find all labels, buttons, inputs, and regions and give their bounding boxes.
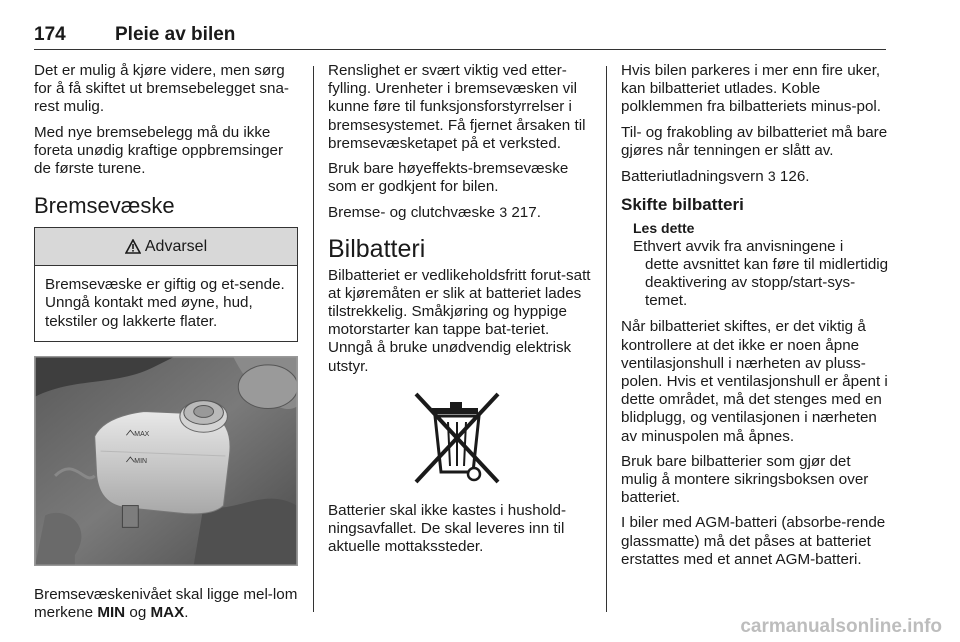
paragraph: Med nye bremsebelegg må du ikke foreta unødig kraftige oppbremsinger de første turene. bbox=[34, 123, 284, 178]
watermark: carmanualsonline.info bbox=[740, 616, 942, 637]
page-number: 174 bbox=[34, 24, 66, 45]
warning-header bbox=[35, 228, 297, 266]
paragraph: Til- og frakobling av bilbatteriet må bare gjøres når tenningen er slått av. bbox=[621, 123, 888, 159]
paragraph: Bilbatteriet er vedlikeholdsfritt forut-satt at kjøremåten er slik at batteriet lades tilstrekkelig. Småkjøring og hyppige motorstarter kan tappe bat-teriet. Unngå å bruke unødvendig elektrisk utstyr. bbox=[328, 266, 591, 375]
crossed-out-wheelie-bin-icon bbox=[410, 388, 506, 488]
column-left bbox=[34, 62, 298, 629]
column-right bbox=[621, 62, 889, 576]
warning-triangle-icon bbox=[125, 239, 141, 254]
paragraph: Bruk bare høyeffekts-bremsevæske som er godkjent for bilen. bbox=[328, 160, 569, 196]
ref-arrow-icon: 3 bbox=[767, 168, 776, 185]
column-divider bbox=[313, 66, 314, 612]
warning-text: Bremsevæske er giftig og et-sende. Unngå kontakt med øyne, hud, tekstiler og lakkerte flater. bbox=[45, 276, 285, 330]
warning-box bbox=[34, 227, 298, 342]
paragraph: Det er mulig å kjøre videre, men sørg for å få skiftet ut bremsebelegget sna-rest mulig. bbox=[34, 62, 289, 116]
paragraph: Batterier skal ikke kastes i hushold-ningsavfallet. De skal leveres inn til aktuelle mottakssteder. bbox=[328, 501, 567, 556]
page-header bbox=[34, 20, 886, 50]
note-title: Les dette bbox=[633, 220, 695, 237]
paragraph: Renslighet er svært viktig ved etter-fylling. Urenheter i bremsevæsken vil kunne føre til funksjonsforstyrrelser i bremsesystemet. Få fjernet årsaken til bremsevæsketapet på et verksted. bbox=[328, 62, 586, 152]
paragraph: Bruk bare bilbatterier som gjør det mulig å montere sikringsboksen over batteriet. bbox=[621, 452, 869, 507]
note-box bbox=[621, 219, 889, 310]
brake-fluid-reservoir-photo bbox=[34, 356, 298, 566]
cross-reference: Bremse- og clutchvæske 3 217. bbox=[328, 204, 541, 222]
note-text: Ethvert avvik fra anvisningene i dette avsnittet kan føre til midlertidig deaktivering av stopp/start-sys-temet. bbox=[633, 237, 889, 310]
min-mark-label: MIN bbox=[134, 457, 148, 465]
heading-bilbatteri: Bilbatteri bbox=[328, 234, 426, 263]
section-title: Pleie av bilen bbox=[115, 24, 236, 45]
ref-arrow-icon: 3 bbox=[499, 204, 508, 221]
heading-bremsevaeske: Bremsevæske bbox=[34, 193, 175, 219]
paragraph: Hvis bilen parkeres i mer enn fire uker, kan bilbatteriet utlades. Koble polklemmen fra bilbatteriets minus-pol. bbox=[621, 62, 881, 116]
paragraph: Når bilbatteriet skiftes, er det viktig å kontrollere at det ikke er noen åpne ventilasjonshull i nærheten av pluss-polen. Hvis et ventilasjonshull er åpent i dette området, må det stenges med en blidplugg, og ventilasjonen i nærheten av minuspolen må åpnes. bbox=[621, 318, 888, 445]
cross-reference: Batteriutladningsvern 3 126. bbox=[621, 168, 810, 186]
photo-caption: Bremsevæskenivået skal ligge mel-lom merkene MIN og MAX. bbox=[34, 586, 298, 622]
column-divider bbox=[606, 66, 607, 612]
paragraph: I biler med AGM-batteri (absorbe-rende glassmatte) må det påses at batteriet erstattes med et annet AGM-batteri. bbox=[621, 514, 886, 568]
warning-title: Advarsel bbox=[144, 237, 208, 255]
column-middle bbox=[328, 62, 594, 563]
max-mark-label: MAX bbox=[134, 431, 150, 439]
heading-skifte-bilbatteri: Skifte bilbatteri bbox=[621, 195, 744, 215]
